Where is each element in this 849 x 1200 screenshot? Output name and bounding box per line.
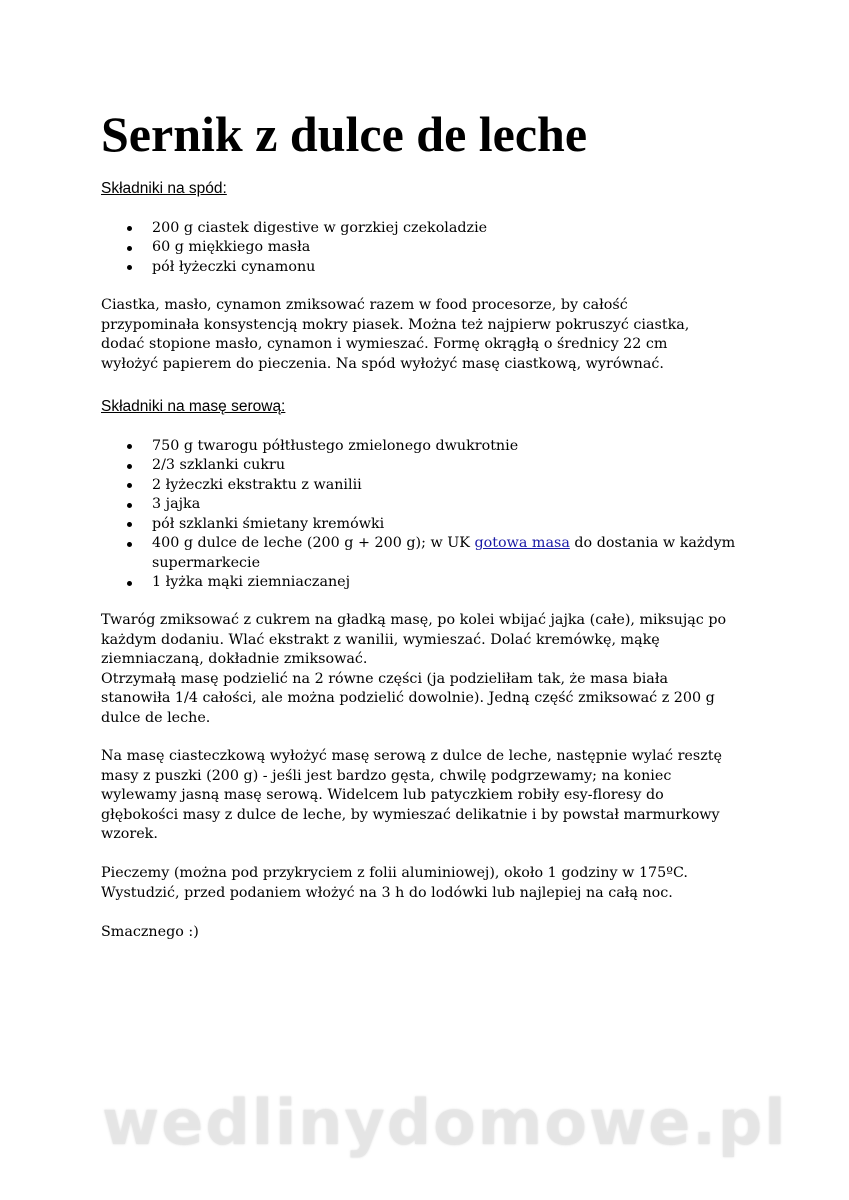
bullet-icon (127, 483, 132, 488)
crust-heading: Składniki na spód: (101, 180, 227, 197)
bullet-icon (127, 246, 132, 251)
bullet-icon (127, 542, 132, 547)
bullet-icon (127, 444, 132, 449)
bullet-icon (127, 226, 132, 231)
list-item: 1 łyżka mąki ziemniaczanej (101, 573, 761, 593)
instructions-paragraph-2: Na masę ciasteczkową wyłożyć masę serową z dulce de leche, następnie wylać resztę masy z puszki (200 g) - jeśli jest bardzo gęsta, chwilę podgrzewamy; na koniec wylewamy jasną masę serową. Widelcem lub patyczkiem robiły esy-floresy do głębokości masy z dulce de leche, by wymieszać delikatnie i by powstał marmurkowy wzorek. (101, 748, 722, 842)
site-watermark: wedlinydomowe.pl (102, 1086, 788, 1159)
closing-text: Smacznego :) (101, 924, 199, 940)
bullet-icon (127, 581, 132, 586)
instructions-paragraph-3: Pieczemy (można pod przykryciem z folii aluminiowej), około 1 godziny w 175ºC. Wystudzić, przed podaniem włożyć na 3 h do lodówki lub najlepiej na całą noc. (101, 865, 688, 901)
crust-section (101, 179, 761, 374)
bullet-icon (127, 265, 132, 270)
list-item: 200 g ciastek digestive w gorzkiej czekoladzie (101, 219, 761, 239)
list-item: 400 g dulce de leche (200 g + 200 g); w UK gotowa masa do dostania w każdym supermarkecie (101, 534, 761, 573)
crust-ingredients-list (101, 219, 761, 278)
cheese-ingredients-list (101, 437, 761, 593)
bullet-icon (127, 464, 132, 469)
page-title: Sernik z dulce de leche (101, 106, 588, 162)
list-item: 3 jajka (101, 495, 761, 515)
cheese-section (101, 397, 761, 593)
bullet-icon (127, 503, 132, 508)
list-item: 2/3 szklanki cukru (101, 456, 761, 476)
cheese-heading: Składniki na masę serową: (101, 398, 286, 415)
instructions-paragraph-1: Twaróg zmiksować z cukrem na gładką masę, po kolei wbijać jajka (całe), miksując po każdym dodaniu. Wlać ekstrakt z wanilii, wymieszać. Dolać kremówkę, mąkę ziemniaczaną, dokładnie zmiksować. Otrzymałą masę podzielić na 2 równe części (ja podzieliłam tak, że masa biała stanowiła 1/4 całości, ale można podzielić dowolnie). Jedną część zmiksować z 200 g dulce de leche. (101, 612, 727, 726)
gotowa-masa-link[interactable]: gotowa masa (474, 535, 570, 551)
list-item: 750 g twarogu półtłustego zmielonego dwukrotnie (101, 437, 761, 457)
list-item: 2 łyżeczki ekstraktu z wanilii (101, 476, 761, 496)
list-item: 60 g miękkiego masła (101, 238, 761, 258)
list-item: pół szklanki śmietany kremówki (101, 515, 761, 535)
bullet-icon (127, 522, 132, 527)
crust-instructions: Ciastka, masło, cynamon zmiksować razem w food procesorze, by całość przypominała konsystencją mokry piasek. Można też najpierw pokruszyć ciastka, dodać stopione masło, cynamon i wymieszać. Formę okrągłą o średnicy 22 cm wyłożyć papierem do pieczenia. Na spód wyłożyć masę ciastkową, wyrównać. (101, 297, 690, 372)
list-item: pół łyżeczki cynamonu (101, 258, 761, 278)
